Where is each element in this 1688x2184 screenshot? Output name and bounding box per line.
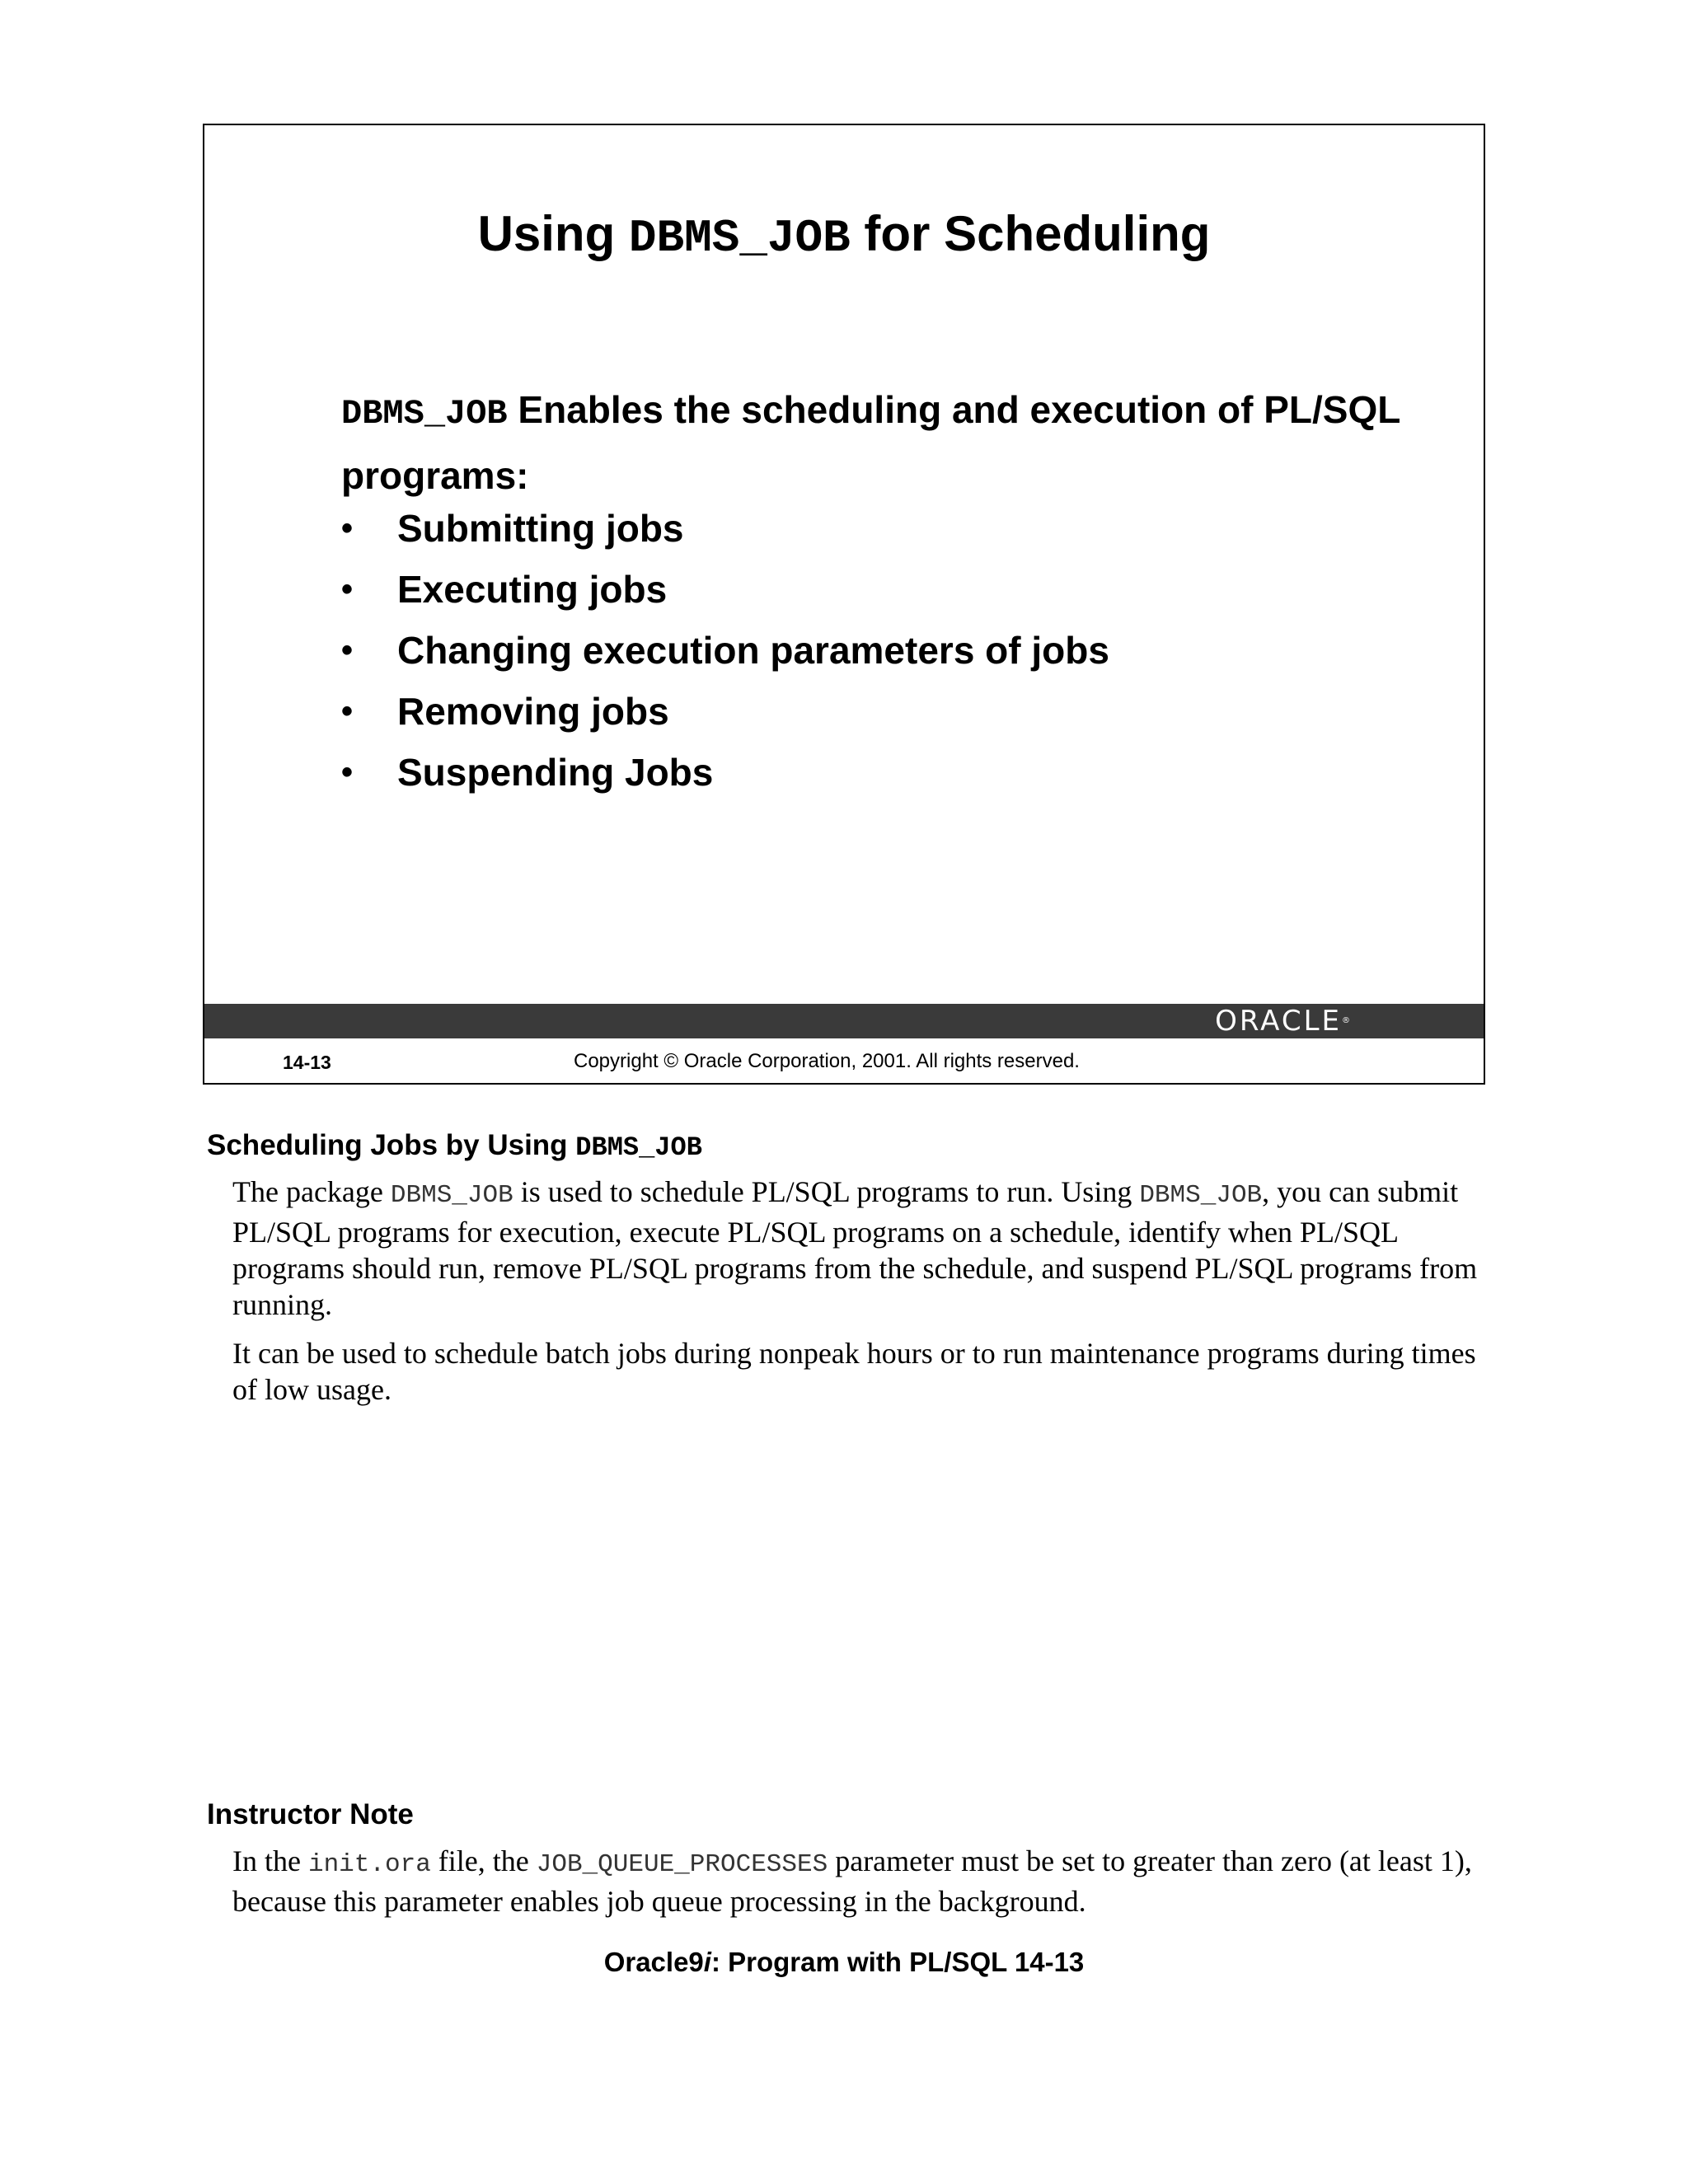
list-item-text: Changing execution parameters of jobs <box>397 629 1109 672</box>
text-span: The package <box>232 1175 391 1208</box>
list-item <box>341 498 1109 559</box>
list-item-text: Submitting jobs <box>397 507 684 550</box>
slide-intro <box>341 379 1413 507</box>
code-span: JOB_QUEUE_PROCESSES <box>536 1850 828 1879</box>
list-item <box>341 742 1109 803</box>
instructor-note-heading: Instructor Note <box>207 1798 414 1830</box>
text-span: is used to schedule PL/SQL programs to run. Using <box>513 1175 1140 1208</box>
notes-paragraph-2: It can be used to schedule batch jobs during nonpeak hours or to run maintenance programs during times of low usage. <box>232 1337 1476 1406</box>
text-span: In the <box>232 1844 308 1877</box>
list-item <box>341 559 1109 620</box>
registered-mark-icon: ® <box>1342 1016 1350 1025</box>
oracle-footer-bar <box>204 1004 1484 1038</box>
bullet-list <box>341 498 1109 803</box>
slide-title-code: DBMS_JOB <box>628 212 851 265</box>
bullet-icon: • <box>341 510 354 546</box>
slide-title-prefix: Using <box>477 206 629 261</box>
footer-italic: i <box>703 1947 711 1977</box>
slide-title-suffix: for Scheduling <box>850 206 1211 261</box>
list-item-text: Suspending Jobs <box>397 751 714 794</box>
bullet-icon: • <box>341 632 354 668</box>
instructor-note-paragraph <box>232 1843 1485 1919</box>
slide <box>203 124 1485 1085</box>
code-span: DBMS_JOB <box>1139 1181 1263 1210</box>
list-item-text: Removing jobs <box>397 690 669 733</box>
slide-intro-code: DBMS_JOB <box>341 394 508 434</box>
footer-text: : Program with PL/SQL 14-13 <box>710 1947 1085 1977</box>
slide-title <box>204 201 1484 271</box>
list-item <box>341 681 1109 742</box>
slide-copyright: Copyright © Oracle Corporation, 2001. All rights reserved. <box>574 1050 1080 1072</box>
code-span: init.ora <box>307 1850 431 1879</box>
bullet-icon: • <box>341 693 354 729</box>
slide-number: 14-13 <box>283 1052 331 1073</box>
notes-heading-text: Scheduling Jobs by Using <box>207 1129 576 1161</box>
list-item-text: Executing jobs <box>397 568 668 611</box>
text-span: , you can submit PL/SQL programs for execution, execute PL/SQL programs on a schedule, identify when PL/SQL programs should run, remove PL/SQL programs from the schedule, and suspend PL/SQL programs from running. <box>232 1175 1478 1321</box>
list-item <box>341 620 1109 681</box>
notes-paragraph-1 <box>232 1174 1485 1323</box>
text-span: file, the <box>430 1844 537 1877</box>
bullet-icon: • <box>341 571 354 607</box>
slide-intro-text: Enables the scheduling and execution of PL/SQL programs: <box>341 388 1400 497</box>
page-footer <box>0 1947 1688 1978</box>
notes-heading-code: DBMS_JOB <box>575 1132 702 1163</box>
footer-text: Oracle9 <box>603 1947 704 1977</box>
code-span: DBMS_JOB <box>390 1181 513 1210</box>
notes-heading <box>207 1129 702 1163</box>
bullet-icon: • <box>341 754 354 790</box>
oracle-logo <box>1215 1005 1350 1038</box>
oracle-logo-text: ORACLE <box>1215 1005 1342 1038</box>
text-span: parameter must be set to greater than zero (at least 1), because this parameter enables job queue processing in the background. <box>232 1844 1472 1918</box>
